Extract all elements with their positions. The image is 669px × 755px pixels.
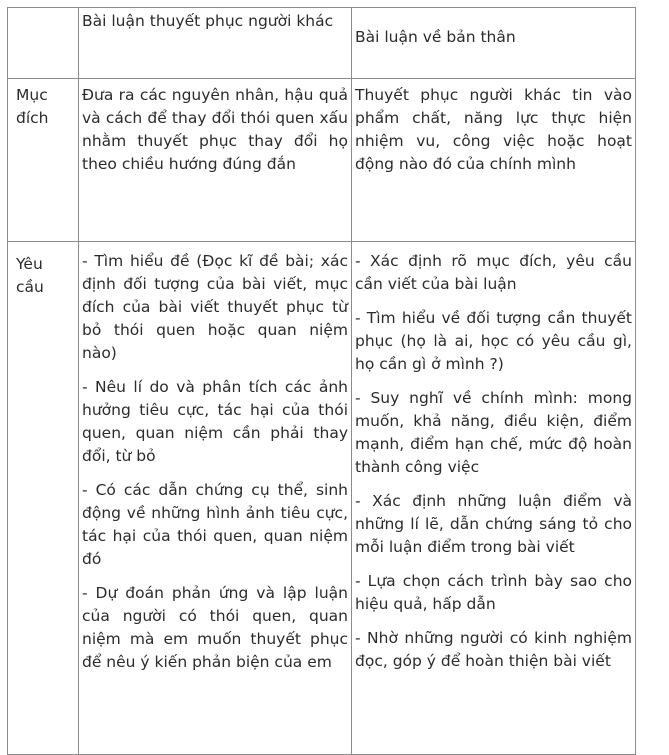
purpose-persuade-others-text: Đưa ra các nguyên nhân, hậu quả và cách để thay đổi thói quen xấu nhằm thuyết phục thay đổi họ theo chiều hướng đúng đắn [82,86,348,173]
list-item: - Tìm hiểu về đối tượng cần thuyết phục (họ là ai, học có yêu cầu gì, họ cần gì ở mình ?) [355,309,632,373]
purpose-label: Mục đích [16,86,49,127]
header-about-self-cell [352,8,636,79]
purpose-label-cell [8,79,79,242]
requirements-persuade-others-cell [79,242,352,755]
list-item: - Suy nghĩ về chính mình: mong muốn, khả năng, điều kiện, điểm mạnh, điểm hạn chế, mức độ hoàn thành công việc [355,389,632,476]
purpose-about-self-cell [352,79,636,242]
requirements-about-self-cell [352,242,636,755]
list-item: - Lựa chọn cách trình bày sao cho hiệu quả, hấp dẫn [355,572,632,613]
table-header-row [8,8,636,79]
list-item: - Tìm hiểu đề (Đọc kĩ đề bài; xác định đối tượng của bài viết, mục đích của bài viết thuyết phục từ bỏ thói quen hoặc quan niệm nào) [82,252,348,362]
list-item: - Dự đoán phản ứng và lập luận của người có thói quen, quan niệm mà em muốn thuyết phục để nêu ý kiến phản biện của em [82,584,348,671]
list-item: - Xác định những luận điểm và những lí lẽ, dẫn chứng sáng tỏ cho mỗi luận điểm trong bài viết [355,492,632,556]
comparison-table [7,7,636,755]
header-about-self: Bài luận về bản thân [355,28,516,46]
header-persuade-others-cell [79,8,352,79]
purpose-persuade-others-cell [79,79,352,242]
purpose-about-self-text: Thuyết phục người khác tin vào phẩm chất, năng lực thực hiện nhiệm vu, công việc hoặc hoạt động nào đó của chính mình [355,86,632,173]
list-item: - Có các dẫn chứng cụ thể, sinh động về những hình ảnh tiêu cực, tác hại của thói quen, quan niệm đó [82,481,348,568]
requirements-label-cell [8,242,79,755]
header-persuade-others: Bài luận thuyết phục người khác [82,12,334,30]
list-item: - Nêu lí do và phân tích các ảnh hưởng tiêu cực, tác hại của thói quen, quan niệm cần phải thay đổi, từ bỏ [82,378,348,465]
header-blank-cell [8,8,79,79]
list-item: - Nhờ những người có kinh nghiệm đọc, góp ý để hoàn thiện bài viết [355,629,632,670]
requirements-row [8,242,636,755]
requirements-label: Yêu cầu [16,255,44,296]
list-item: - Xác định rõ mục đích, yêu cầu cần viết của bài luận [355,252,632,293]
purpose-row [8,79,636,242]
